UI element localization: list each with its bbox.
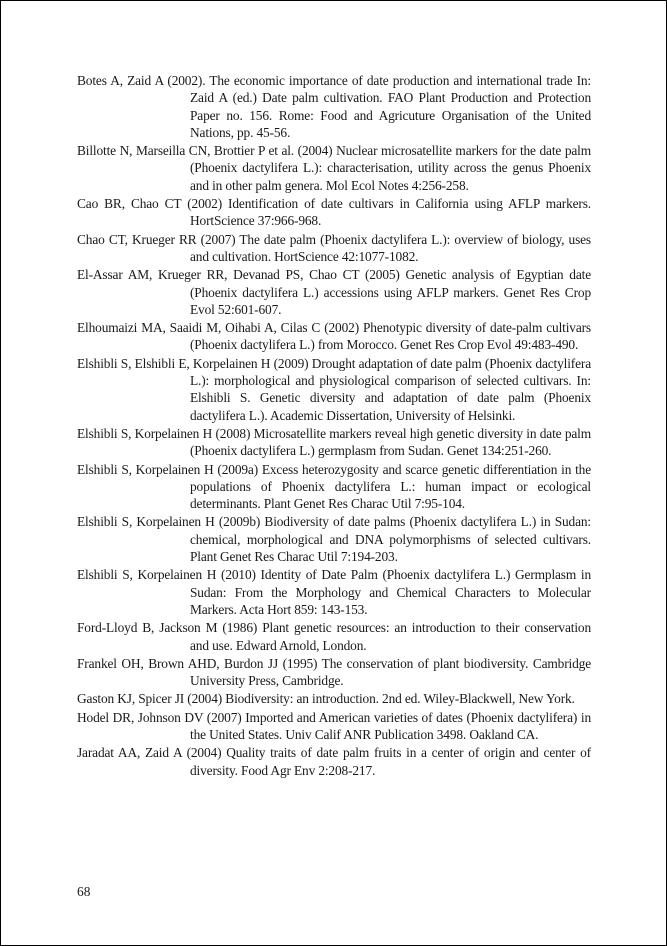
reference-entry: Botes A, Zaid A (2002). The economic importance of date production and international trade In: Zaid A (ed.) Date palm cultivation. FAO Plant Production and Protection Paper no. 156. Rome: Food and Agricuture Organisation of the United Nations, pp. 45-56. — [77, 73, 591, 140]
reference-entry: Elshibli S, Korpelainen H (2008) Microsatellite markers reveal high genetic diversity in date palm (Phoenix dactylifera L.) germplasm from Sudan. Genet 134:251-260. — [77, 425, 591, 459]
reference-entry: El-Assar AM, Krueger RR, Devanad PS, Chao CT (2005) Genetic analysis of Egyptian date (Phoenix dactylifera L.) accessions using AFLP markers. Genet Res Crop Evol 52:601-607. — [77, 267, 591, 317]
reference-entry: Elshibli S, Korpelainen H (2010) Identity of Date Palm (Phoenix dactylifera L.) Germplasm in Sudan: From the Morphology and Chemical Characters to Molecular Markers. Acta Hort 859: 143-153. — [77, 567, 591, 617]
reference-entry: Billotte N, Marseilla CN, Brottier P et al. (2004) Nuclear microsatellite markers for the date palm (Phoenix dactylifera L.): characterisation, utility across the genus Phoenix and in other palm genera. Mol Ecol Notes 4:256-258. — [77, 143, 591, 193]
reference-entry: Gaston KJ, Spicer JI (2004) Biodiversity: an introduction. 2nd ed. Wiley-Blackwell, New York. — [77, 691, 575, 707]
reference-list — [77, 72, 591, 780]
reference-entry: Frankel OH, Brown AHD, Burdon JJ (1995) The conservation of plant biodiversity. Cambridge University Press, Cambridge. — [77, 655, 591, 689]
reference-entry: Cao BR, Chao CT (2002) Identification of date cultivars in California using AFLP markers. HortScience 37:966-968. — [77, 196, 591, 229]
page-number: 68 — [77, 884, 91, 899]
reference-entry: Elshibli S, Korpelainen H (2009a) Excess heterozygosity and scarce genetic differentiation in the populations of Phoenix dactylifera L.: human impact or ecological determinants. Plant Genet Res Charac Util 7:95-104. — [77, 461, 591, 512]
reference-entry: Chao CT, Krueger RR (2007) The date palm (Phoenix dactylifera L.): overview of biology, uses and cultivation. HortScience 42:1077-1082. — [77, 231, 591, 264]
reference-entry: Ford-Lloyd B, Jackson M (1986) Plant genetic resources: an introduction to their conservation and use. Edward Arnold, London. — [77, 620, 591, 653]
reference-entry: Hodel DR, Johnson DV (2007) Imported and American varieties of dates (Phoenix dactylifera) in the United States. Univ Calif ANR Publication 3498. Oakland CA. — [77, 709, 591, 742]
reference-entry: Elhoumaizi MA, Saaidi M, Oihabi A, Cilas C (2002) Phenotypic diversity of date-palm cultivars (Phoenix dactylifera L.) from Morocco. Genet Res Crop Evol 49:483-490. — [77, 320, 591, 353]
reference-entry: Jaradat AA, Zaid A (2004) Quality traits of date palm fruits in a center of origin and center of diversity. Food Agr Env 2:208-217. — [77, 745, 591, 778]
reference-entry: Elshibli S, Elshibli E, Korpelainen H (2009) Drought adaptation of date palm (Phoenix dactylifera L.): morphological and physiological comparison of selected cultivars. In: Elshibli S. Genetic diversity and adaptation of date palm (Phoenix dactylifera L.). Academic Dissertation, University of Helsinki. — [77, 355, 591, 423]
reference-entry: Elshibli S, Korpelainen H (2009b) Biodiversity of date palms (Phoenix dactylifera L.) in Sudan: chemical, morphological and DNA polymorphisms of selected cultivars. Plant Genet Res Charac Util 7:194-203. — [77, 514, 591, 565]
